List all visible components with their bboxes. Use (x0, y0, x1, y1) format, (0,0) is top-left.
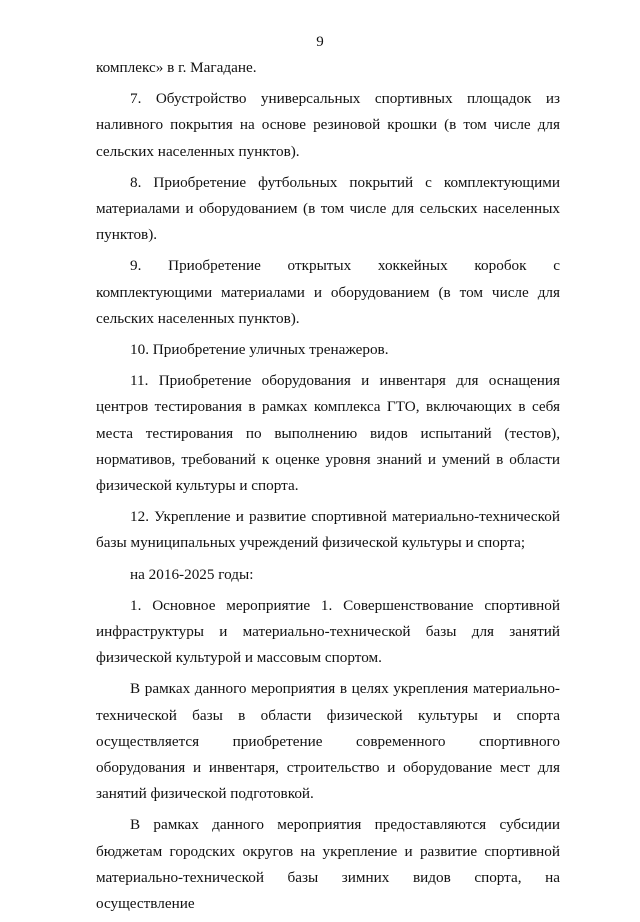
paragraph-subsidies: В рамках данного мероприятия предоставляются субсидии бюджетам городских округов на укрепление и развитие спортивной материально-технической базы зимних видов спорта, на осуществление (96, 816, 560, 913)
paragraph-period: на 2016-2025 годы: (130, 565, 254, 583)
paragraph-item-11: 11. Приобретение оборудования и инвентаря для оснащения центров тестирования в рамках комплекса ГТО, включающих в себя места тестирования по выполнению видов испытаний (тестов), нормативов, требований к оценке уровня знаний и умений в области физической культуры и спорта. (96, 372, 560, 495)
paragraph-item-9: 9. Приобретение открытых хоккейных коробок с комплектующими материалами и оборудованием (в том числе для сельских населенных пунктов). (96, 257, 560, 327)
paragraph-continuation: комплекс» в г. Магадане. (96, 59, 257, 76)
document-body (96, 55, 560, 922)
paragraph-item-10: 10. Приобретение уличных тренажеров. (130, 341, 389, 359)
paragraph-main-activity-1: 1. Основное мероприятие 1. Совершенствование спортивной инфраструктуры и материально-технической базы для занятий физической культурой и массовым спортом. (96, 596, 560, 667)
paragraph-item-12: 12. Укрепление и развитие спортивной материально-технической базы муниципальных учреждений физической культуры и спорта; (96, 508, 560, 552)
paragraph-activity-description: В рамках данного мероприятия в целях укрепления материально-технической базы в области физической культуры и спорта осуществляется приобретение современного спортивного оборудования и инвентаря, строительство и оборудование мест для занятий физической подготовкой. (96, 680, 560, 803)
paragraph-item-8: 8. Приобретение футбольных покрытий с комплектующими материалами и оборудованием (в том числе для сельских населенных пунктов). (96, 173, 560, 244)
paragraph-item-7: 7. Обустройство универсальных спортивных площадок из наливного покрытия на основе резиновой крошки (в том числе для сельских населенных пунктов). (96, 90, 560, 160)
page-number: 9 (316, 34, 324, 50)
